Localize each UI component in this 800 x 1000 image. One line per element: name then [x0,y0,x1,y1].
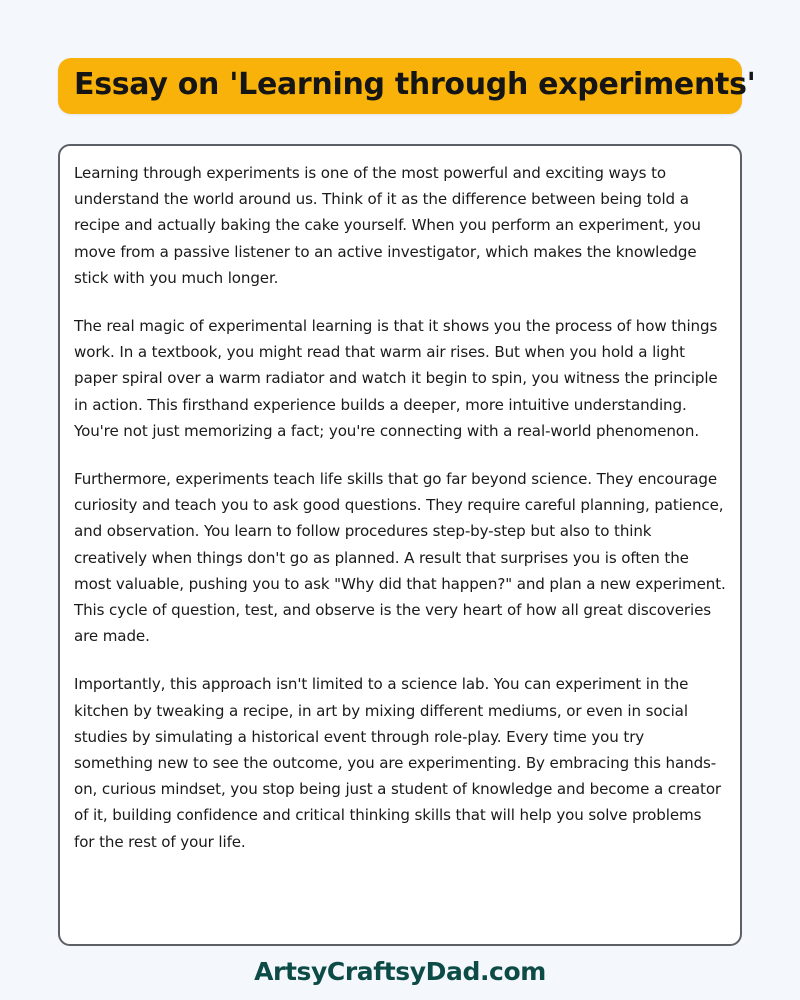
essay-paragraph: Importantly, this approach isn't limited to a science lab. You can experiment in the kitchen by tweaking a recipe, in art by mixing different mediums, or even in social studies by simulating a historical event through role-play. Every time you try something new to see the outcome, you are experimenting. By embracing this hands-on, curious mindset, you stop being just a student of knowledge and become a creator of it, building confidence and critical thinking skills that will help you solve problems for the rest of your life. [74,675,722,851]
essay-paragraph: Furthermore, experiments teach life skills that go far beyond science. They encourage curiosity and teach you to ask good questions. They require careful planning, patience, and observation. You learn to follow procedures step-by-step but also to think creatively when things don't go as planned. A result that surprises you is often the most valuable, pushing you to ask "Why did that happen?" and plan a new experiment. This cycle of question, test, and observe is the very heart of how all great discoveries are made. [74,470,726,646]
title-banner [58,58,756,114]
page-title: Essay on 'Learning through experiments' [74,67,756,102]
essay-body [74,160,726,855]
brand-watermark: ArtsyCraftsyDad.com [254,957,546,986]
essay-paragraph: The real magic of experimental learning is that it shows you the process of how things work. In a textbook, you might read that warm air rises. But when you hold a light paper spiral over a warm radiator and watch it begin to spin, you witness the principle in action. This firsthand experience builds a deeper, more intuitive understanding. You're not just memorizing a fact; you're connecting with a real-world phenomenon. [74,317,718,440]
essay-card [58,144,742,946]
footer [0,957,800,986]
essay-paragraph: Learning through experiments is one of the most powerful and exciting ways to understand the world around us. Think of it as the difference between being told a recipe and actually baking the cake yourself. When you perform an experiment, you move from a passive listener to an active investigator, which makes the knowledge stick with you much longer. [74,164,701,287]
